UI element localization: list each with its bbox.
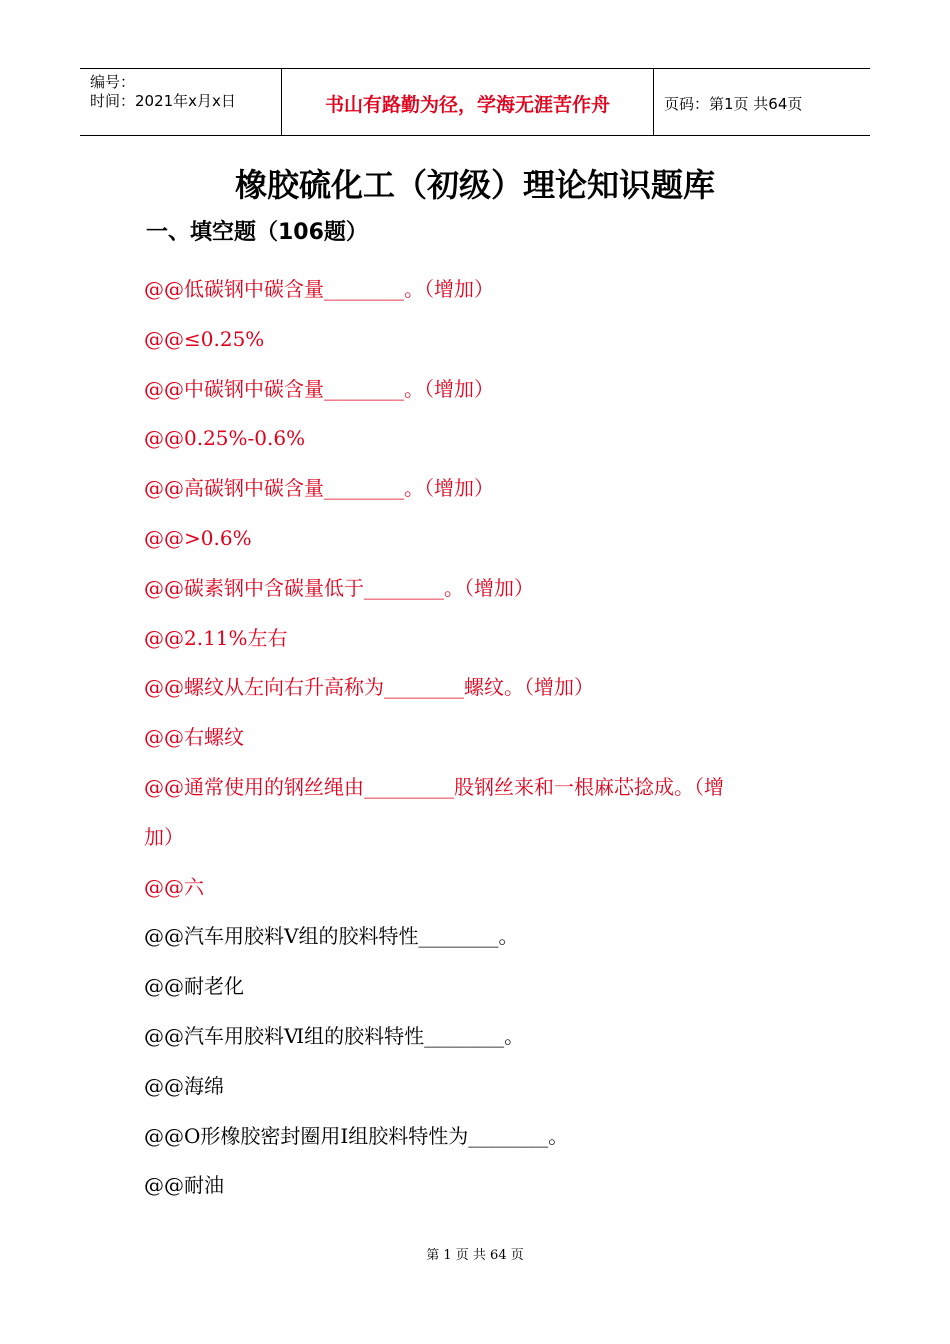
- content-line: @@右螺纹: [144, 725, 244, 750]
- content-line: @@>0.6%: [144, 525, 252, 550]
- section-title: 一、填空题（106题）: [146, 220, 368, 245]
- header-right-cell: [654, 69, 870, 135]
- content-line: @@耐老化: [144, 974, 244, 999]
- content-line: @@海绵: [144, 1073, 224, 1098]
- header-motto-cell: [281, 69, 654, 135]
- content-line: @@0.25%-0.6%: [144, 426, 306, 451]
- content-line: @@中碳钢中碳含量________。（增加）: [144, 376, 494, 401]
- content-line: @@螺纹从左向右升高称为________螺纹。（增加）: [144, 675, 594, 700]
- content-line: @@耐油: [144, 1173, 224, 1198]
- header-motto: 书山有路勤为径，学海无涯苦作舟: [324, 94, 610, 116]
- document-date: 时间：2021年x月x日: [90, 92, 236, 110]
- content-line: @@汽车用胶料Ⅴ组的胶料特性________。: [144, 924, 519, 949]
- content-line: @@低碳钢中碳含量________。（增加）: [144, 277, 494, 301]
- content-line: @@六: [144, 874, 204, 899]
- header-left-cell: [80, 69, 281, 135]
- content-line: @@碳素钢中含碳量低于________。（增加）: [144, 575, 534, 600]
- question-list: [144, 265, 816, 1211]
- document-title: 橡胶硫化工（初级）理论知识题库: [234, 166, 715, 204]
- content-line: @@汽车用胶料Ⅵ组的胶料特性________。: [144, 1023, 525, 1048]
- document-number-label: 编号：: [90, 73, 136, 91]
- page-footer: 第 1 页 共 64 页: [426, 1248, 524, 1263]
- content-line: @@O形橡胶密封圈用Ⅰ组胶料特性为________。: [144, 1123, 569, 1148]
- content-line: @@通常使用的钢丝绳由_________股钢丝来和一根麻芯捻成。（增: [144, 774, 724, 799]
- content-line: @@高碳钢中碳含量________。（增加）: [144, 476, 494, 501]
- content-line: 加）: [144, 824, 184, 849]
- content-line: @@2.11%左右: [144, 625, 288, 650]
- header-page-info: 页码：第1页 共64页: [664, 95, 803, 113]
- content-line: @@≤0.25%: [144, 326, 265, 351]
- page-header: [80, 68, 870, 136]
